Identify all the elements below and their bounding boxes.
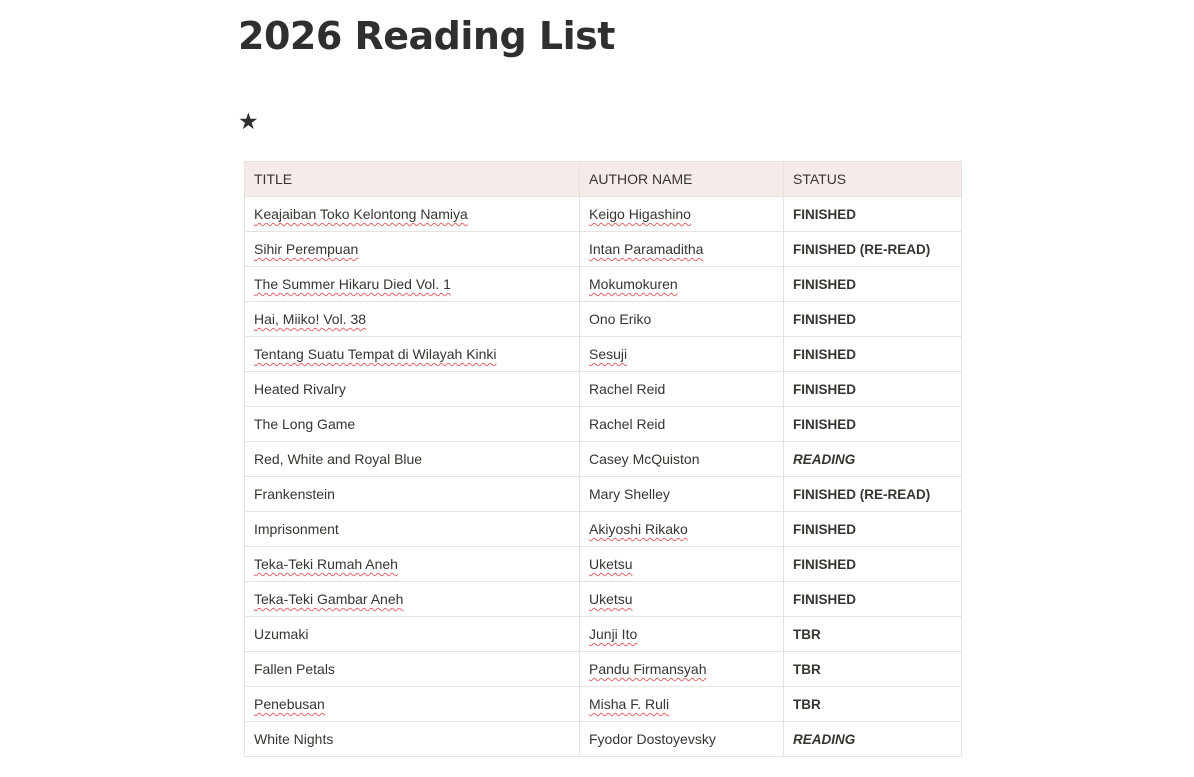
- title-cell[interactable]: [245, 442, 580, 477]
- author-cell[interactable]: [580, 407, 784, 442]
- table-row: [245, 197, 962, 232]
- title-cell[interactable]: [245, 722, 580, 757]
- table-body: [245, 197, 962, 757]
- status-cell[interactable]: READING: [784, 722, 962, 757]
- column-header-status[interactable]: STATUS: [784, 162, 962, 197]
- author-cell[interactable]: [580, 477, 784, 512]
- book-title: Imprisonment: [254, 521, 339, 537]
- title-cell[interactable]: [245, 407, 580, 442]
- book-title: Tentang Suatu Tempat di Wilayah Kinki: [254, 346, 497, 362]
- book-title: Red, White and Royal Blue: [254, 451, 423, 467]
- book-title: The Summer Hikaru Died Vol. 1: [254, 276, 451, 292]
- table-header-row: [245, 162, 962, 197]
- title-cell[interactable]: [245, 302, 580, 337]
- table-row: [245, 232, 962, 267]
- author-name: Keigo Higashino: [589, 206, 691, 222]
- table-row: [245, 617, 962, 652]
- status-cell[interactable]: FINISHED: [784, 337, 962, 372]
- author-name: Casey McQuiston: [589, 451, 700, 467]
- book-title: White Nights: [254, 731, 334, 747]
- title-cell[interactable]: [245, 267, 580, 302]
- status-cell[interactable]: FINISHED: [784, 547, 962, 582]
- table-row: [245, 372, 962, 407]
- title-cell[interactable]: [245, 687, 580, 722]
- column-header-title[interactable]: TITLE: [245, 162, 580, 197]
- status-cell[interactable]: FINISHED: [784, 267, 962, 302]
- author-name: Misha F. Ruli: [589, 696, 670, 712]
- author-name: Fyodor Dostoyevsky: [589, 731, 716, 747]
- book-title: Teka-Teki Gambar Aneh: [254, 591, 404, 607]
- title-cell[interactable]: [245, 652, 580, 687]
- title-cell[interactable]: [245, 477, 580, 512]
- table-row: [245, 687, 962, 722]
- title-cell[interactable]: [245, 232, 580, 267]
- table-row: [245, 477, 962, 512]
- status-cell[interactable]: TBR: [784, 687, 962, 722]
- author-cell[interactable]: [580, 232, 784, 267]
- author-cell[interactable]: [580, 617, 784, 652]
- table-row: [245, 512, 962, 547]
- page-title[interactable]: 2026 Reading List: [238, 14, 615, 58]
- status-cell[interactable]: FINISHED: [784, 582, 962, 617]
- status-cell[interactable]: FINISHED: [784, 197, 962, 232]
- book-title: Hai, Miiko! Vol. 38: [254, 311, 367, 327]
- author-cell[interactable]: [580, 197, 784, 232]
- title-cell[interactable]: [245, 337, 580, 372]
- status-cell[interactable]: READING: [784, 442, 962, 477]
- author-cell[interactable]: [580, 337, 784, 372]
- title-cell[interactable]: [245, 197, 580, 232]
- book-title: Sihir Perempuan: [254, 241, 359, 257]
- author-cell[interactable]: [580, 372, 784, 407]
- table-row: [245, 547, 962, 582]
- status-cell[interactable]: FINISHED (RE-READ): [784, 232, 962, 267]
- author-name: Ono Eriko: [589, 311, 652, 327]
- author-name: Rachel Reid: [589, 416, 666, 432]
- author-name: Uketsu: [589, 556, 633, 572]
- column-header-author[interactable]: AUTHOR NAME: [580, 162, 784, 197]
- table-row: [245, 652, 962, 687]
- author-name: Intan Paramaditha: [589, 241, 704, 257]
- status-cell[interactable]: FINISHED: [784, 302, 962, 337]
- star-icon[interactable]: ★: [238, 109, 259, 135]
- author-name: Pandu Firmansyah: [589, 661, 707, 677]
- author-name: Rachel Reid: [589, 381, 666, 397]
- book-title: Heated Rivalry: [254, 381, 346, 397]
- author-cell[interactable]: [580, 512, 784, 547]
- status-cell[interactable]: TBR: [784, 617, 962, 652]
- author-name: Junji Ito: [589, 626, 638, 642]
- title-cell[interactable]: [245, 547, 580, 582]
- status-cell[interactable]: FINISHED: [784, 512, 962, 547]
- book-title: Uzumaki: [254, 626, 309, 642]
- status-cell[interactable]: TBR: [784, 652, 962, 687]
- status-cell[interactable]: FINISHED: [784, 407, 962, 442]
- table-row: [245, 337, 962, 372]
- book-title: Teka-Teki Rumah Aneh: [254, 556, 398, 572]
- author-cell[interactable]: [580, 442, 784, 477]
- author-name: Mary Shelley: [589, 486, 670, 502]
- author-name: Uketsu: [589, 591, 633, 607]
- author-name: Akiyoshi Rikako: [589, 521, 688, 537]
- title-cell[interactable]: [245, 372, 580, 407]
- table-row: [245, 442, 962, 477]
- author-cell[interactable]: [580, 652, 784, 687]
- table-row: [245, 267, 962, 302]
- author-name: Sesuji: [589, 346, 628, 362]
- author-cell[interactable]: [580, 267, 784, 302]
- book-title: Frankenstein: [254, 486, 335, 502]
- reading-list-table: [244, 161, 962, 757]
- title-cell[interactable]: [245, 582, 580, 617]
- title-cell[interactable]: [245, 617, 580, 652]
- table-row: [245, 302, 962, 337]
- author-name: Mokumokuren: [589, 276, 678, 292]
- author-cell[interactable]: [580, 582, 784, 617]
- title-cell[interactable]: [245, 512, 580, 547]
- author-cell[interactable]: [580, 687, 784, 722]
- status-cell[interactable]: FINISHED (RE-READ): [784, 477, 962, 512]
- book-title: Penebusan: [254, 696, 325, 712]
- author-cell[interactable]: [580, 302, 784, 337]
- author-cell[interactable]: [580, 547, 784, 582]
- status-cell[interactable]: FINISHED: [784, 372, 962, 407]
- table-row: [245, 407, 962, 442]
- book-title: Fallen Petals: [254, 661, 335, 677]
- author-cell[interactable]: [580, 722, 784, 757]
- table-row: [245, 582, 962, 617]
- table-row: [245, 722, 962, 757]
- book-title: Keajaiban Toko Kelontong Namiya: [254, 206, 468, 222]
- book-title: The Long Game: [254, 416, 356, 432]
